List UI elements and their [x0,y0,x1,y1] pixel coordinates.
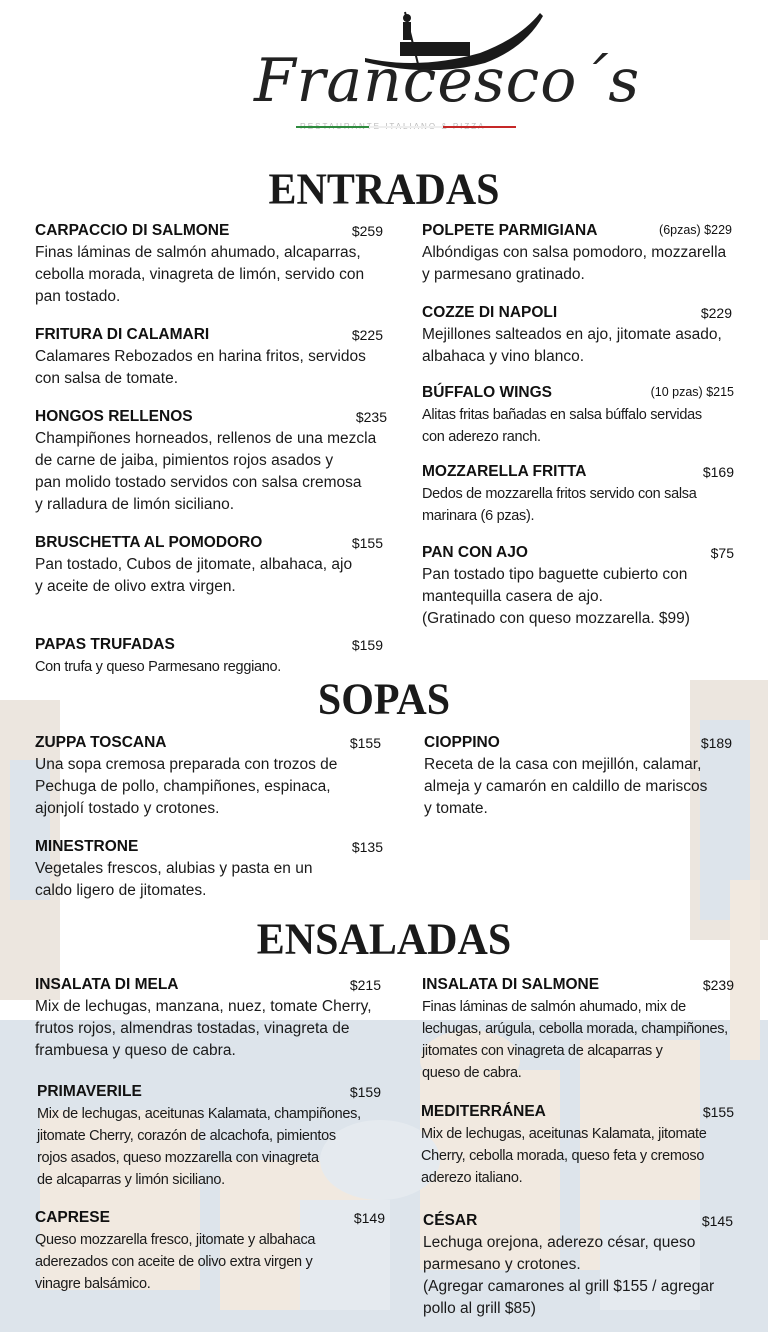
item-price: $225 [351,327,383,343]
menu-item-cozze [422,304,732,368]
section-title-entradas: ENTRADAS [268,165,500,215]
item-description: Una sopa cremosa preparada con trozos de Pechuga de pollo, champiñones, espinaca, ajonjolí tostado y crotones. [35,756,338,817]
menu-item-zuppa [35,734,381,820]
item-price: $145 [701,1213,733,1229]
item-price: $155 [349,735,381,751]
item-price: $155 [702,1104,734,1120]
item-description: Mejillones salteados en ajo, jitomate asado, albahaca y vino blanco. [422,326,722,365]
item-price: $189 [700,735,732,751]
menu-item-bruschetta [35,534,383,598]
menu-item-hongos [35,408,387,516]
menu-item-insalata-mela [35,976,381,1062]
item-description: Champiñones horneados, rellenos de una mezcla de carne de jaiba, pimientos rojos asados y pan molido tostado servidos con salsa cremosa y ralladura de limón siciliano. [35,430,377,513]
item-name: INSALATA DI MELA [35,976,179,993]
item-description: Mix de lechugas, aceitunas Kalamata, jitomate Cherry, cebolla morada, queso feta y cremoso aderezo italiano. [421,1126,707,1186]
item-name: COZZE DI NAPOLI [422,304,558,321]
item-description: Receta de la casa con mejillón, calamar, almeja y camarón en caldillo de mariscos y tomate. [424,756,708,817]
item-name: MINESTRONE [35,838,139,855]
item-name: MOZZARELLA FRITTA [422,463,587,480]
item-price: $159 [349,1084,381,1100]
menu-item-cesar [423,1212,733,1320]
item-price: (6pzas) $229 [659,223,732,237]
item-price: $239 [702,977,734,993]
item-price: $149 [353,1210,385,1226]
item-price: $159 [351,637,383,653]
restaurant-logo [240,8,641,138]
menu-item-minestrone [35,838,383,902]
item-price: $75 [710,545,734,561]
menu-item-mozzarella [422,463,734,527]
item-name: POLPETE PARMIGIANA [422,222,598,239]
item-name: BRUSCHETTA AL POMODORO [35,534,263,551]
menu-item-mediterranea [421,1103,734,1189]
item-description: Pan tostado, Cubos de jitomate, albahaca, ajo y aceite de olivo extra virgen. [35,556,353,595]
item-price: $215 [349,977,381,993]
item-description: Dedos de mozzarella fritos servido con salsa marinara (6 pzas). [422,486,697,524]
item-description: Con trufa y queso Parmesano reggiano. [35,659,282,675]
section-title-ensaladas: ENSALADAS [256,915,512,965]
item-name: CIOPPINO [424,734,500,751]
menu-item-cioppino [424,734,732,820]
item-description: Lechuga orejona, aderezo césar, queso parmesano y crotones. (Agregar camarones al grill $155 / agregar pollo al grill $85) [423,1234,715,1317]
item-price: $229 [700,305,732,321]
item-name: CÉSAR [423,1212,478,1229]
item-name: CAPRESE [35,1209,110,1226]
menu-item-carpaccio [35,222,383,308]
item-name: PAPAS TRUFADAS [35,636,175,653]
menu-item-caprese [35,1209,385,1295]
item-name: FRITURA DI CALAMARI [35,326,210,343]
item-price: $169 [702,464,734,480]
item-price: $235 [355,409,387,425]
menu-item-polpete [422,222,732,286]
item-description: Albóndigas con salsa pomodoro, mozzarella y parmesano gratinado. [422,244,727,283]
item-name: INSALATA DI SALMONE [422,976,600,993]
item-name: PRIMAVERILE [37,1083,142,1100]
item-description: Calamares Rebozados en harina fritos, servidos con salsa de tomate. [35,348,366,387]
menu-item-pan-con-ajo [422,544,734,630]
item-price: $155 [351,535,383,551]
menu-item-insalata-salmone [422,976,734,1084]
item-name: HONGOS RELLENOS [35,408,193,425]
item-name: PAN CON AJO [422,544,528,561]
item-description: Mix de lechugas, aceitunas Kalamata, champiñones, jitomate Cherry, corazón de alcachofa, pimientos rojos asados, queso mozzarella con vinagreta de alcaparras y limón siciliano. [37,1106,361,1188]
section-title-sopas: SOPAS [317,675,451,725]
menu-item-papas [35,636,383,678]
item-price: $259 [351,223,383,239]
menu-item-primaverile [37,1083,381,1191]
item-description: Finas láminas de salmón ahumado, alcaparras, cebolla morada, vinagreta de limón, servido con pan tostado. [35,244,365,305]
item-description: Finas láminas de salmón ahumado, mix de lechugas, arúgula, cebolla morada, champiñones, jitomates con vinagreta de alcaparras y queso de cabra. [422,999,728,1081]
item-name: MEDITERRÁNEA [421,1103,546,1120]
item-name: CARPACCIO DI SALMONE [35,222,230,239]
item-price: $135 [351,839,383,855]
logo-name: Francesco´s [254,46,641,116]
item-description: Pan tostado tipo baguette cubierto con mantequilla casera de ajo. (Gratinado con queso mozzarella. $99) [422,566,690,627]
italian-flag-stripe [296,126,516,128]
item-price: (10 pzas) $215 [650,385,734,399]
item-description: Alitas fritas bañadas en salsa búffalo servidas con aderezo ranch. [422,407,702,445]
item-description: Vegetales frescos, alubias y pasta en un caldo ligero de jitomates. [35,860,313,899]
item-description: Mix de lechugas, manzana, nuez, tomate Cherry, frutos rojos, almendras tostadas, vinagreta de frambuesa y queso de cabra. [35,998,372,1059]
menu-item-bufalo [422,384,734,448]
menu-item-fritura [35,326,383,390]
item-name: ZUPPA TOSCANA [35,734,167,751]
item-name: BÚFFALO WINGS [422,384,553,401]
item-description: Queso mozzarella fresco, jitomate y albahaca aderezados con aceite de olivo extra virgen y vinagre balsámico. [35,1232,316,1292]
